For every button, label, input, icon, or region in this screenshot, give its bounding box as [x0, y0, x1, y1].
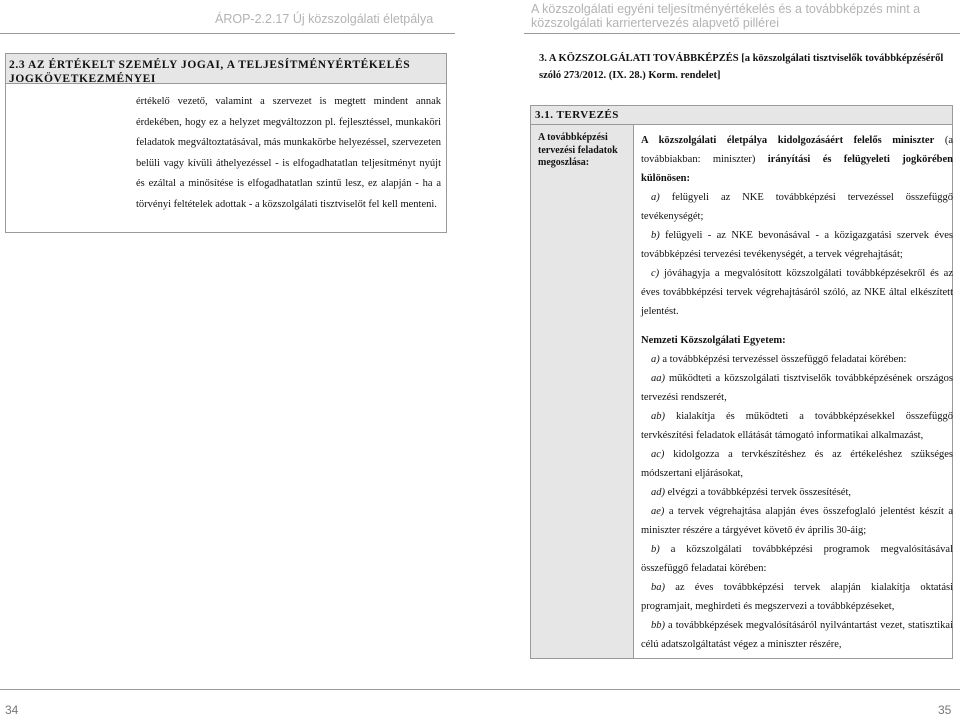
nke-item-ad-text: elvégzi a továbbképzési tervek összesítését, [665, 487, 852, 498]
nke-title [641, 331, 953, 350]
paragraph-nke [641, 331, 953, 654]
nke-item-bb [641, 616, 953, 654]
left-section-title [9, 58, 445, 86]
minister-item-a [641, 188, 953, 226]
nke-item-bb-text: a továbbképzések megvalósításáról nyilvántartást vezet, statisztikai célú adatszolgáltatást végez a miniszter részére, [641, 620, 953, 650]
minister-item-b [641, 226, 953, 264]
nke-item-ab [641, 407, 953, 445]
minister-item-c-label: c) [651, 268, 660, 279]
minister-intro [641, 131, 953, 188]
header-rule-left [0, 33, 455, 34]
minister-item-b-label: b) [651, 230, 660, 241]
nke-item-aa-label: aa) [651, 373, 665, 384]
minister-item-c-text: jóváhagyja a megvalósított közszolgálati továbbképzésekről és az éves továbbképzési tervek végrehajtásáról szóló, az NKE által elkészített jelentést. [641, 268, 953, 317]
footer-rule [0, 689, 960, 690]
subsection-title: 3.1. TERVEZÉS [535, 109, 619, 121]
minister-item-a-label: a) [651, 192, 660, 203]
running-header-right-line1: A közszolgálati egyéni teljesítményértékelés és a továbbképzés mint a [531, 2, 921, 16]
nke-item-ae-text: a tervek végrehajtása alapján éves összefoglaló jelentést készít a miniszter részére a tárgyévet követő év április 30-áig; [641, 506, 953, 536]
right-chapter-heading: 3. A KÖZSZOLGÁLATI TOVÁBBKÉPZÉS [a közszolgálati tisztviselők továbbképzéséről szóló 273/2012. (IX. 28.) Korm. rendelet] [539, 53, 944, 81]
nke-item-ba [641, 578, 953, 616]
nke-item-a-label: a) [651, 354, 660, 365]
left-section-body-text: értékelő vezető, valamint a szervezet is megtett mindent annak érdekében, hogy ez a helyzet megváltozzon pl. fejlesztéssel, munkaköri feladatok megváltoztatásával, más munkakörbe helyezéssel, szervezeten belüli vagy kívüli áthelyezéssel - is elfogadhatatlan teljesítményt nyújt és ezáltal a minősítése is elfogadhatatlan szintű lesz, ez alapján - ha a törvényi feltételek adottak - a közszolgálati tisztviselőt fel kell menteni. [136, 96, 441, 210]
nke-item-b-text: a közszolgálati továbbképzési programok megvalósításával összefüggő feladatai körében: [641, 544, 953, 574]
subsection-title-box [530, 105, 953, 125]
nke-item-a-text: a továbbképzési tervezéssel összefüggő feladatai körében: [659, 354, 907, 365]
minister-intro-bold2: irányítási és felügyeleti jogkörében különösen: [641, 154, 953, 184]
running-header-right-line2: közszolgálati karriertervezés alapvető pillérei [531, 16, 780, 30]
nke-item-ae [641, 502, 953, 540]
main-content-column [633, 124, 953, 659]
nke-item-ad [641, 483, 953, 502]
nke-item-ab-text: kialakítja és működteti a továbbképzésekkel összefüggő tervkészítési feladatok ellátását támogató informatikai alkalmazást, [641, 411, 953, 441]
left-section-title-line1: 2.3 AZ ÉRTÉKELT SZEMÉLY JOGAI, A TELJESÍTMÉNYÉRTÉKELÉS [9, 59, 411, 71]
minister-item-c [641, 264, 953, 321]
nke-item-a [641, 350, 953, 369]
sidebar-column [530, 124, 634, 659]
nke-item-bb-label: bb) [651, 620, 665, 631]
header-rule-right [524, 33, 960, 34]
nke-item-ba-label: ba) [651, 582, 665, 593]
page-number-left: 34 [5, 703, 19, 717]
running-header-right [531, 2, 951, 32]
nke-item-ae-label: ae) [651, 506, 665, 517]
left-section-title-box [5, 53, 447, 84]
nke-item-ac [641, 445, 953, 483]
page-number-right: 35 [938, 703, 952, 717]
left-section-body-box [5, 84, 447, 233]
minister-item-b-text: felügyeli - az NKE bevonásával - a közigazgatási szervek éves továbbképzési tervezési tevékenységét, a tervek végrehajtását; [641, 230, 953, 260]
nke-item-ad-label: ad) [651, 487, 665, 498]
nke-item-b-label: b) [651, 544, 660, 555]
nke-item-ab-label: ab) [651, 411, 665, 422]
nke-item-aa [641, 369, 953, 407]
minister-item-a-text: felügyeli az NKE továbbképzési tervezéssel összefüggő tevékenységét; [641, 192, 953, 222]
nke-item-ac-label: ac) [651, 449, 665, 460]
nke-item-ba-text: az éves továbbképzési tervek alapján kialakítja oktatási programjait, meghirdeti és megszervezi a továbbképzéseket, [641, 582, 953, 612]
sidebar-label: A továbbképzési tervezési feladatok megoszlása: [538, 132, 618, 168]
left-section-title-line2: JOGKÖVETKEZMÉNYEI [9, 73, 156, 85]
running-header-left: ÁROP-2.2.17 Új közszolgálati életpálya [215, 12, 434, 26]
nke-title-text: Nemzeti Közszolgálati Egyetem: [641, 335, 786, 346]
nke-item-aa-text: működteti a közszolgálati tisztviselők továbbképzésének országos tervezési rendszerét, [641, 373, 953, 403]
paragraph-minister [641, 131, 953, 321]
minister-intro-mid: (a továbbiakban: miniszter) [641, 135, 953, 165]
minister-intro-bold: A közszolgálati életpálya kidolgozásáért felelős miniszter [641, 135, 935, 146]
nke-item-b [641, 540, 953, 578]
nke-item-ac-text: kidolgozza a tervkészítéshez és az értékeléshez szükséges módszertani eljárásokat, [641, 449, 953, 479]
